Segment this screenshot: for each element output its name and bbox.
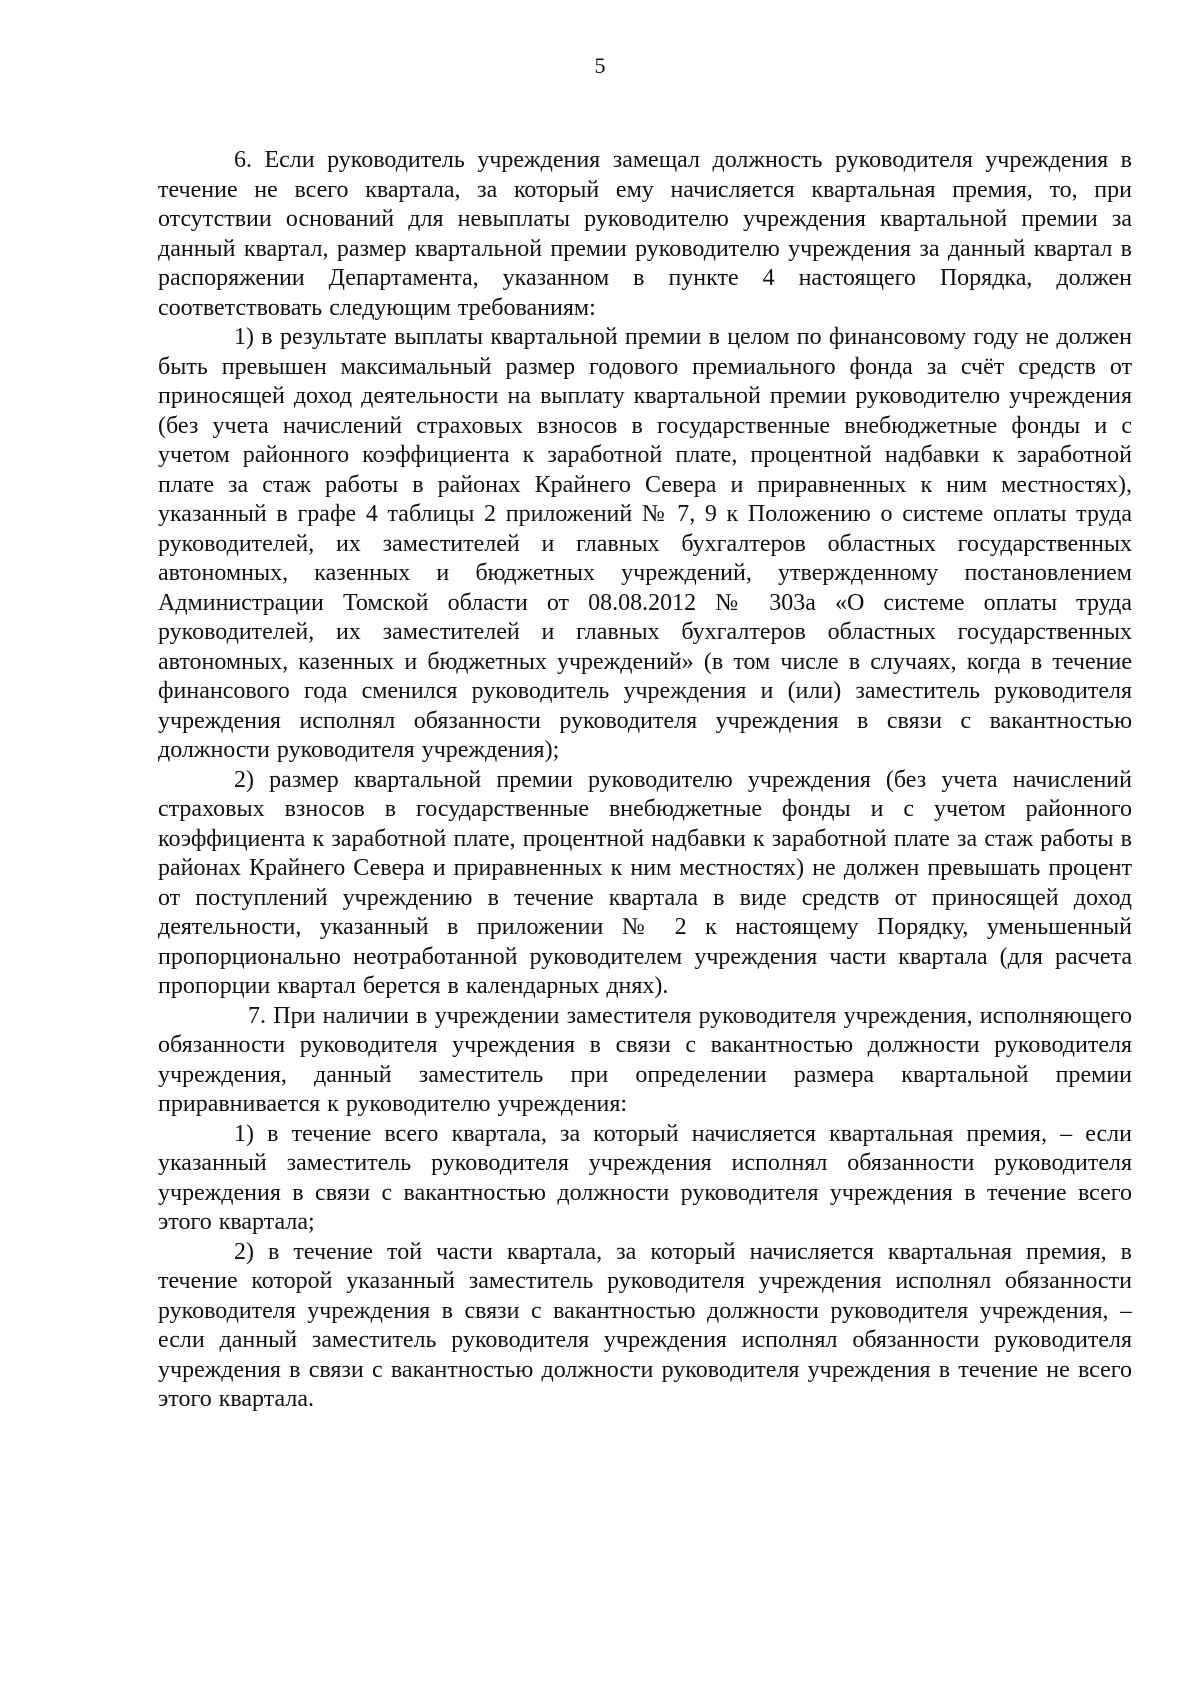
- paragraph-7-item-2: 2) в течение той части квартала, за который начисляется квартальная премия, в течение которой указанный заместитель руководителя учреждения исполнял обязанности руководителя учреждения в связи с вакантностью должности руководителя учреждения, – если данный заместитель руководителя учреждения исполнял обязанности руководителя учреждения в связи с вакантностью должности руководителя учреждения в течение не всего этого квартала.: [158, 1238, 1132, 1412]
- paragraph-7-item-1: 1) в течение всего квартала, за который начисляется квартальная премия, – если указанный заместитель руководителя учреждения исполнял обязанности руководителя учреждения в связи с вакантностью должности руководителя учреждения в течение всего этого квартала;: [158, 1120, 1132, 1235]
- paragraph-6-item-2: 2) размер квартальной премии руководителю учреждения (без учета начислений страховых взносов в государственные внебюджетные фонды и с учетом районного коэффициента к заработной плате, процентной надбавки к заработной плате за стаж работы в районах Крайнего Севера и приравненных к ним местностях) не должен превышать процент от поступлений учреждению в течение квартала в виде средств от приносящей доход деятельности, указанный в приложении № 2 к настоящему Порядку, уменьшенный пропорционально неотработанной руководителем учреждения части квартала (для расчета пропорции квартал берется в календарных днях).: [158, 766, 1132, 999]
- paragraph-6-item-1: 1) в результате выплаты квартальной премии в целом по финансовому году не должен быть превышен максимальный размер годового премиального фонда за счёт средств от приносящей доход деятельности на выплату квартальной премии руководителю учреждения (без учета начислений страховых взносов в государственные внебюджетные фонды и с учетом районного коэффициента к заработной плате, процентной надбавки к заработной плате за стаж работы в районах Крайнего Севера и приравненных к ним местностях), указанный в графе 4 таблицы 2 приложений № 7, 9 к Положению о системе оплаты труда руководителей, их заместителей и главных бухгалтеров областных государственных автономных, казенных и бюджетных учреждений, утвержденному постановлением Администрации Томской области от 08.08.2012 № 303а «О системе оплаты труда руководителей, их заместителей и главных бухгалтеров областных государственных автономных, казенных и бюджетных учреждений» (в том числе в случаях, когда в течение финансового года сменился руководитель учреждения и (или) заместитель руководителя учреждения исполнял обязанности руководителя учреждения в связи с вакантностью должности руководителя учреждения);: [158, 324, 1132, 763]
- document-body: [158, 146, 1132, 1415]
- page-number: 5: [594, 53, 606, 78]
- paragraph-7: 7. При наличии в учреждении заместителя руководителя учреждения, исполняющего обязанности руководителя учреждения в связи с вакантностью должности руководителя учреждения, данный заместитель при определении размера квартальной премии приравнивается к руководителю учреждения:: [158, 1002, 1132, 1117]
- paragraph-6: 6. Если руководитель учреждения замещал должность руководителя учреждения в течение не всего квартала, за который ему начисляется квартальная премия, то, при отсутствии оснований для невыплаты руководителю учреждения квартальной премии за данный квартал, размер квартальной премии руководителю учреждения за данный квартал в распоряжении Департамента, указанном в пункте 4 настоящего Порядка, должен соответствовать следующим требованиям:: [158, 147, 1132, 321]
